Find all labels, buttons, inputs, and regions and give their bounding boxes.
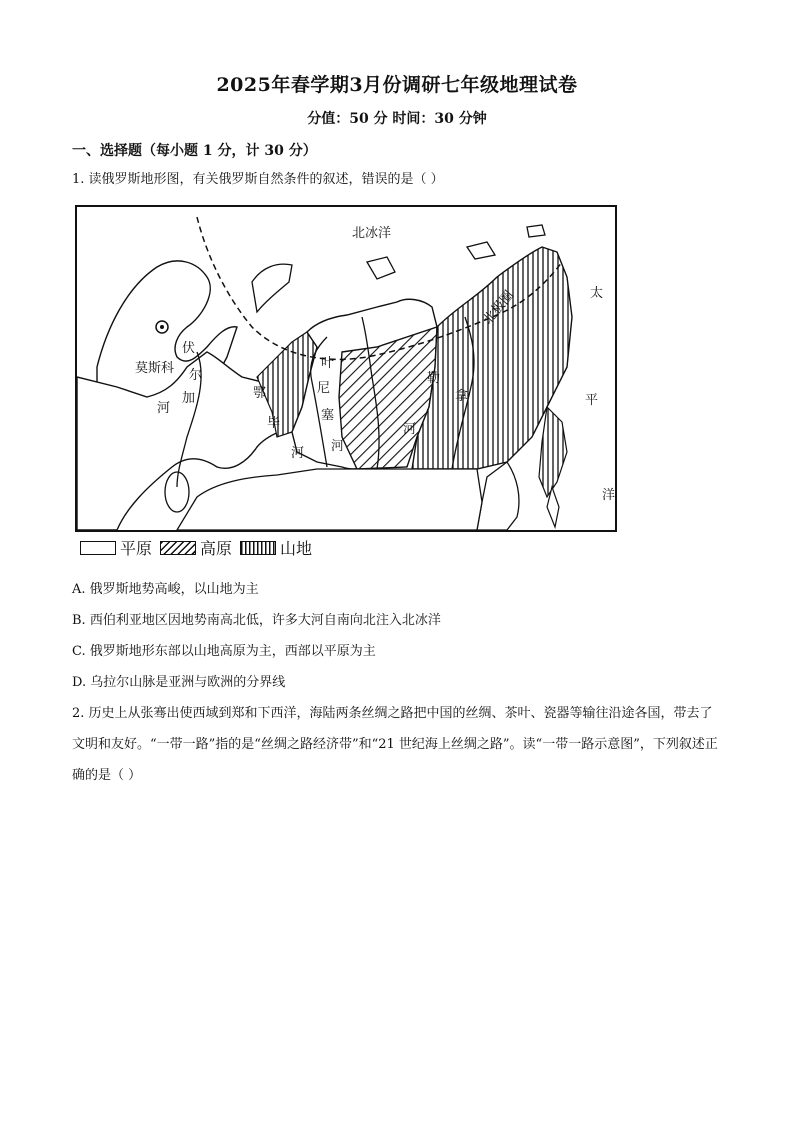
label-arctic-ocean: 北冰洋 [352, 226, 392, 241]
label-ob-1: 鄂 [253, 386, 267, 401]
label-arctic-circle: 北极圈 [480, 288, 518, 328]
label-pacific-3: 洋 [602, 488, 615, 503]
section-heading: 一、选择题（每小题 1 分，计 30 分） [72, 143, 317, 159]
wrangel-island [527, 225, 545, 237]
label-ob-3: 河 [291, 446, 305, 461]
label-moscow: 莫斯科 [135, 361, 175, 376]
mountain-swatch [240, 541, 276, 555]
option-a[interactable]: A. 俄罗斯地势高峻，以山地为主 [72, 582, 259, 597]
severnaya-zemlya [367, 257, 395, 279]
question-1-stem: 1. 读俄罗斯地形图，有关俄罗斯自然条件的叙述，错误的是（ ） [72, 172, 444, 187]
label-yenisei-1: 叶 [321, 356, 335, 371]
new-siberian-islands [467, 242, 495, 259]
label-pacific-1: 太 [590, 286, 604, 301]
label-lena-1: 勒 [427, 371, 441, 386]
label-lena-2: 拿 [455, 389, 469, 404]
option-c[interactable]: C. 俄罗斯地形东部以山地高原为主，西部以平原为主 [72, 644, 376, 659]
map-legend [80, 536, 320, 559]
russia-terrain-map [75, 205, 617, 532]
legend-plateau-label: 高原 [200, 539, 233, 558]
legend-plain [80, 536, 152, 559]
legend-mountain [240, 536, 312, 559]
map-drawing [77, 207, 615, 530]
novaya-zemlya [252, 264, 292, 312]
exam-info: 分值：50 分 时间：30 分钟 [307, 111, 487, 127]
south-asia-land [177, 469, 482, 530]
label-volga-1: 伏 [182, 341, 196, 356]
plateau-swatch [160, 541, 196, 555]
legend-plateau [160, 536, 232, 559]
option-d[interactable]: D. 乌拉尔山脉是亚洲与欧洲的分界线 [72, 675, 286, 690]
question-2-stem: 2. 历史上从张骞出使西域到郑和下西洋，海陆两条丝绸之路把中国的丝绸、茶叶、瓷器等输往沿途各国，带去了文明和友好。“一带一路”指的是“丝绸之路经济带”和“21 世纪海上丝绸之路”。读“一带一路示意图”，下列叙述正确的是（ ） [72, 706, 718, 783]
legend-plain-label: 平原 [120, 539, 153, 558]
label-volga-4: 河 [157, 401, 171, 416]
label-ob-2: 毕 [267, 416, 281, 431]
label-yenisei-4: 河 [331, 439, 345, 454]
label-pacific-2: 平 [585, 393, 599, 408]
far-east-coast [477, 462, 519, 530]
label-yenisei-2: 尼 [317, 381, 331, 396]
caspian-sea [165, 472, 189, 512]
label-volga-2: 尔 [189, 368, 203, 383]
legend-mountain-label: 山地 [280, 539, 313, 558]
kamchatka [539, 407, 567, 497]
option-b[interactable]: B. 西伯利亚地区因地势南高北低，许多大河自南向北注入北冰洋 [72, 613, 441, 628]
label-lena-3: 河 [403, 422, 417, 437]
page-title: 2025年春学期3月份调研七年级地理试卷 [216, 74, 578, 96]
label-yenisei-3: 塞 [321, 408, 335, 423]
plain-swatch [80, 541, 116, 555]
label-volga-3: 加 [182, 391, 196, 406]
